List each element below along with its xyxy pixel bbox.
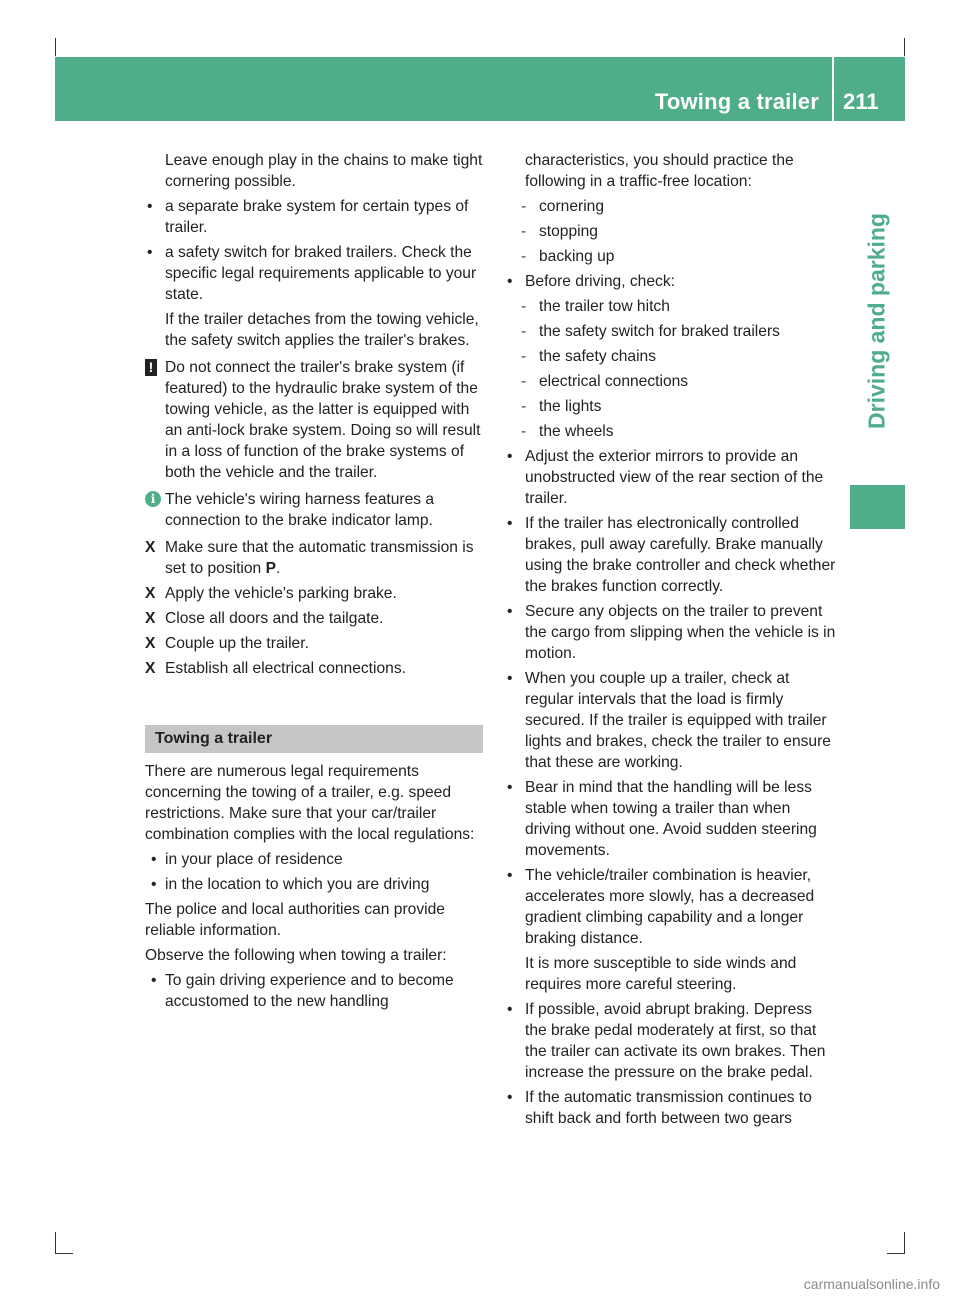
dash-icon: - [521,373,527,390]
dash-icon: - [521,198,527,215]
bullet-icon: • [507,273,513,290]
dash-icon: - [521,248,527,265]
dash-icon: - [521,423,527,440]
chapter-tab [850,121,905,485]
sub-list-item-text: backing up [539,248,615,265]
list-item [505,999,837,1083]
step-item [145,633,483,654]
paragraph: Observe the following when towing a trailer: [145,947,447,964]
step-text: Establish all electrical connections. [165,660,406,677]
step-item [145,583,483,604]
crop-mark [55,1232,56,1254]
left-column [145,150,483,1016]
dash-icon: - [521,298,527,315]
list-item-text: a separate brake system for certain types of trailer. [165,198,469,236]
sub-list-item [505,196,837,217]
sub-list-item-text: the safety switch for braked trailers [539,323,780,340]
step-text: Apply the vehicle's parking brake. [165,585,397,602]
dash-icon: - [521,223,527,240]
bullet-icon: • [507,779,513,796]
list-item-text: To gain driving experience and to become accustomed to the new handling [165,972,454,1010]
list-item-text: Secure any objects on the trailer to prevent the cargo from slipping when the vehicle is in motion. [525,603,836,662]
list-item [505,668,837,773]
bullet-icon: • [507,1089,513,1106]
list-item-text: The vehicle/trailer combination is heavier, accelerates more slowly, has a decreased gradient climbing capability and a longer braking distance. [525,867,815,947]
chapter-tab-block [850,485,905,529]
list-item [145,874,483,895]
list-item [145,970,483,1012]
warning-text: Do not connect the trailer's brake system (if featured) to the hydraulic brake system of the towing vehicle, as the latter is equipped with an anti-lock brake system. Doing so will result in a loss of function of the brake systems of both the vehicle and the trailer. [165,359,481,481]
sub-list-item-text: the wheels [539,423,614,440]
paragraph: characteristics, you should practice the following in a traffic-free location: [525,152,794,190]
paragraph: There are numerous legal requirements concerning the towing of a trailer, e.g. speed restrictions. Make sure that your car/trailer combination complies with the local regulations: [145,763,475,843]
sub-list-item-text: the safety chains [539,348,657,365]
step-item [145,608,483,629]
dash-icon: - [521,348,527,365]
bullet-icon: • [507,515,513,532]
bullet-icon: • [507,867,513,884]
watermark: carmanualsonline.info [803,1276,940,1292]
paragraph: It is more susceptible to side winds and requires more careful steering. [525,955,797,993]
list-item [505,865,837,949]
list-item-text: a safety switch for braked trailers. Check the specific legal requirements applicable to your state. [165,244,477,303]
list-item-text: in your place of residence [165,851,343,868]
list-item [505,777,837,861]
list-item-text: If possible, avoid abrupt braking. Depress the brake pedal moderately at first, so that the trailer can activate its own brakes. Then increase the pressure on the brake pedal. [525,1001,826,1081]
step-arrow-icon: X [145,539,156,556]
list-item [505,513,837,597]
dash-icon: - [521,323,527,340]
bullet-icon: • [151,972,157,989]
list-item-text: If the automatic transmission continues to shift back and forth between two gears [525,1089,812,1127]
sub-list-item-text: the lights [539,398,602,415]
warning-icon: ! [145,359,157,376]
bullet-icon: • [507,670,513,687]
step-text: Couple up the trailer. [165,635,309,652]
paragraph: Leave enough play in the chains to make tight cornering possible. [165,152,483,190]
list-item-text: Before driving, check: [525,273,675,290]
crop-mark [904,38,905,56]
list-item [505,601,837,664]
bullet-icon: • [147,198,153,215]
sub-list-item [505,346,837,367]
sub-list-item-text: the trailer tow hitch [539,298,670,315]
step-text: Close all doors and the tailgate. [165,610,384,627]
bullet-icon: • [151,876,157,893]
page-number: 211 [843,89,879,114]
crop-mark [887,1253,905,1254]
sub-list-item-text: cornering [539,198,605,215]
gear-position: P [265,560,276,577]
warning-note [145,357,483,483]
list-item-text: in the location to which you are driving [165,876,430,893]
bullet-icon: • [507,1001,513,1018]
list-item [505,446,837,509]
step-arrow-icon: X [145,585,156,602]
sub-list-item [505,421,837,442]
info-icon: i [145,491,161,507]
list-item [505,1087,837,1129]
page-header [55,57,905,121]
paragraph: If the trailer detaches from the towing vehicle, the safety switch applies the trailer's brakes. [165,311,479,349]
step-item [145,658,483,679]
section-heading: Towing a trailer [145,725,483,753]
dash-icon: - [521,398,527,415]
bullet-icon: • [147,244,153,261]
bullet-icon: • [507,603,513,620]
chapter-tab-label: Driving and parking [863,213,890,429]
list-item [145,196,483,238]
bullet-icon: • [151,851,157,868]
info-note [145,489,483,531]
sub-list-item [505,296,837,317]
right-column [505,150,837,1133]
paragraph: The police and local authorities can provide reliable information. [145,901,445,939]
sub-list-item [505,321,837,342]
list-item [145,242,483,305]
list-item-text: Adjust the exterior mirrors to provide an unobstructed view of the rear section of the trailer. [525,448,824,507]
sub-list-item-text: stopping [539,223,598,240]
list-item-text: If the trailer has electronically controlled brakes, pull away carefully. Brake manually using the brake controller and check whether the brakes function correctly. [525,515,836,595]
info-text: The vehicle's wiring harness features a connection to the brake indicator lamp. [165,491,435,529]
sub-list-item [505,396,837,417]
step-arrow-icon: X [145,635,156,652]
step-text-end: . [275,560,281,577]
sub-list-item [505,371,837,392]
sub-list-item-text: electrical connections [539,373,689,390]
sub-list-item [505,246,837,267]
step-text: Make sure that the automatic transmission is set to position [165,539,474,577]
page-title: Towing a trailer [654,89,819,114]
step-arrow-icon: X [145,610,156,627]
list-item-text: When you couple up a trailer, check at regular intervals that the load is firmly secured. If the trailer is equipped with trailer lights and brakes, check the trailer to ensure that these are working. [525,670,831,771]
bullet-icon: • [507,448,513,465]
list-item-text: Bear in mind that the handling will be less stable when towing a trailer than when driving without one. Avoid sudden steering movements. [525,779,817,859]
crop-mark [55,38,56,56]
list-item [145,849,483,870]
crop-mark [904,1232,905,1254]
header-divider [832,57,834,121]
list-item [505,271,837,292]
crop-mark [55,1253,73,1254]
sub-list-item [505,221,837,242]
step-arrow-icon: X [145,660,156,677]
step-item [145,537,483,579]
